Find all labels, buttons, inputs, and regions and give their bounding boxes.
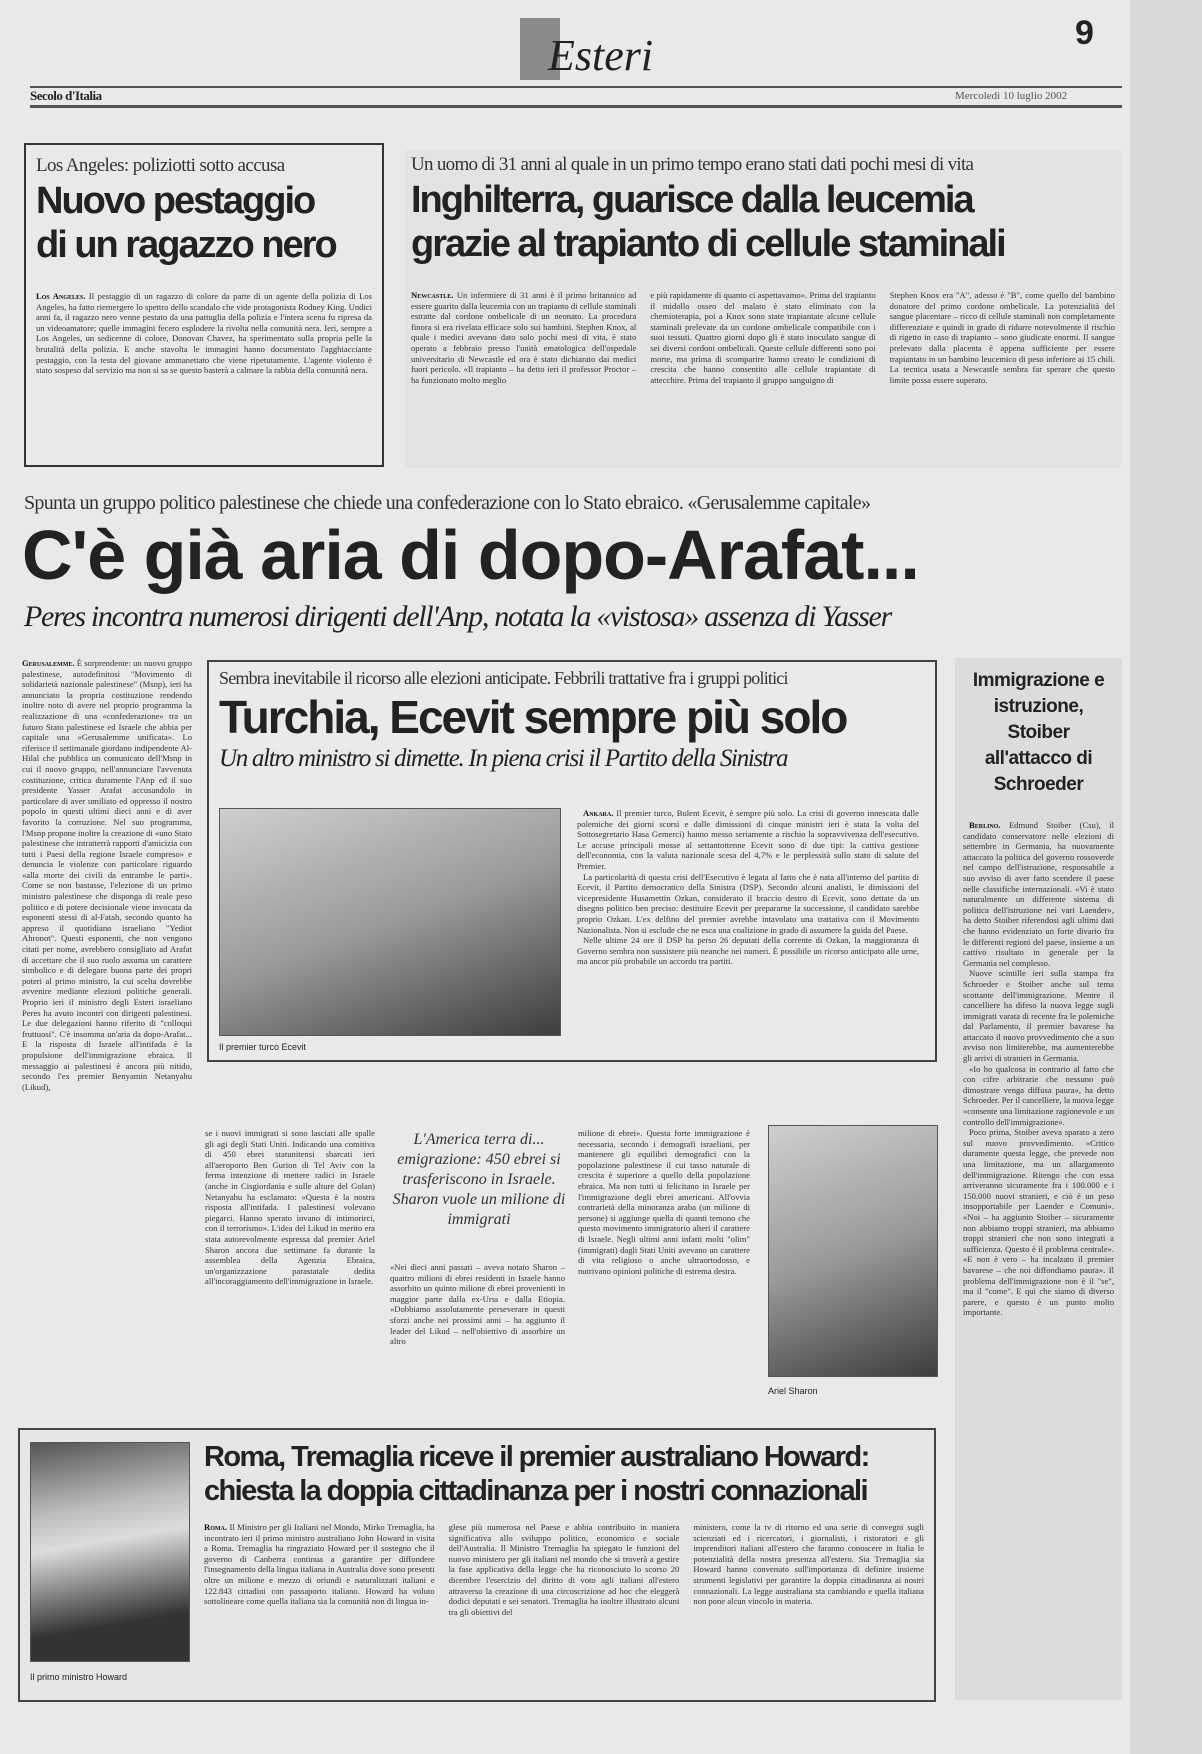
- article-rome: [18, 1428, 936, 1702]
- photo-caption: Il primo ministro Howard: [30, 1672, 128, 1682]
- article-headline-2: di un ragazzo nero: [36, 224, 336, 266]
- article-headline-2: chiesta la doppia cittadinanza per i nostri connazionali: [204, 1475, 867, 1507]
- paragraph: Poco prima, Stoiber aveva sparato a zero sul nuovo provvedimento. «Critico duramente questa legge, che prevede non una limitazione, ma un allargamento dell'immigrazione. Ritengo che con essa arriveranno sicuramente fra i 100.000 e i 150.000 nuovi stranieri, e ciò è un peso insopportabile per Laender e Comuni». «Noi – ha aggiunto Stoiber – sicuramente non abbiamo troppi stranieri, ma abbiamo troppi stranieri che non sono integrati a sufficienza. Questo è il problema centrale». «E non è vero – ha incalzato il premier bavarese – che noi diffondiamo paura». Il problema dell'immigrazione non è il "se", ma il "come". E qui che siamo di diverso parere, e questo è un punto molto importante.: [963, 1127, 1114, 1318]
- article-headline: Immigrazione e istruzione, Stoiber all'attacco di Schroeder: [972, 670, 1105, 795]
- photo-caption: Ariel Sharon: [768, 1386, 818, 1396]
- header-rule: [30, 86, 1122, 88]
- article-column: e più rapidamente di quanto ci aspettavamo». Prima del trapianto il midollo osseo del malato è stato eliminato con la chemioterapia, poi a Knox sono state trapiantate alcune cellule staminali prelevate da un cordone ombelicale compatibile con i suoi tessuti. Quattro giorni dopo gli è stato inoculato sangue di sei diversi cordoni ombelicali. Queste cellule differenti sono poi morte, ma prima di scomparire hanno creato le condizioni di crescita che hanno consentito alle cellule trapiantate di attecchire. Prima del trapianto il gruppo sanguigno di: [650, 290, 876, 385]
- article-column: Un infermiere di 31 anni è il primo britannico ad essere guarito dalla leucemia con un trapianto di cellule staminali estratte dal cordone ombelicale di un neonato. La procedura finora si era rivelata efficace solo sui bambini. Stephen Knox, al quale i medici avevano dato solo pochi mesi di vita, è stato operato a febbraio presso l'unità ematologica dell'ospedale universitario di Newcastle ed ora è stato dichiarato dai medici fuori pericolo. «Il trapianto – ha detto ieri il professor Proctor – ha funzionato molto meglio: [411, 290, 637, 385]
- article-turkey: [207, 660, 937, 1062]
- article-body: È sorprendente: un nuovo gruppo palestinese, autodefinitosi "Movimento di solidarietà nazionale palestinese" (Msnp), ieri ha annunciato la propria costituzione rendendo inoltre noto di avere nel proprio programma la realizzazione di una «confederazione» tra un futuro Stato palestinese ed Israele che abbia per capitale una «Gerusalemme unificata». Lo riferisce il settimanale giordano indipendente Al-Hilal che pubblica un comunicato dell'Msnp in cui il nuovo gruppo, nell'annunciare l'avvenuta costituzione, critica duramente l'Anp ed il suo presidente Yasser Arafat accusandolo in particolare di aver umiliato ed oppresso il nostro popolo in questi ultimi dieci anni e di aver favorito la corruzione. Nel suo programma, l'Msnp propone inoltre la creazione di «uno Stato palestinese che intratterrà rapporti d'amicizia con tutti i Paesi della regione Israele compreso» e denuncia le violenze con particolare riguardo «alla morte dei civili da entrambe le parti». Come se non bastasse, l'elezione di un primo ministro palestinese che disponga di reale peso politico e di potere decisionale viene invocata da esponenti stessi di al-Fatah, secondo quanto ha appreso il quotidiano israeliano "Yediot Ahronot". Questi esponenti, che non vengono citati per nome, avrebbero consigliato ad Arafat di accettare che il suo ruolo assuma un carattere simbolico e di delegare buona parte dei propri poteri al primo ministro, la cui scelta dovrebbe avvenire mediante elezioni politiche generali. Proprio ieri il ministro degli Esteri israeliano Peres ha avuto incontri con dirigenti palestinesi. Le due delegazioni hanno riferito di "colloqui fruttuosi". C'è insomma un'aria da dopo-Arafat... E la risposta di Israele all'intifada è la propulsione dell'immigrazione ebraica. Il messaggio ai palestinesi è ancora più nitido, secondo l'ex premier Benyamin Netanyahu (Likud),: [22, 658, 192, 1092]
- paragraph: Il premier turco, Bulent Ecevit, è sempre più solo. La crisi di governo innescata dalle polemiche dei giorni scorsi e dalle dimissioni di cinque ministri ieri è stata la volta del Sottosegretario Hasa Gemerci) hanno messo seriamente a rischio la sopravvivenza dell'esecutivo. Le accuse principali mosse al settantottenne Ecevit sono di due tipi: la cattiva gestione dell'economia, con la valuta nazionale scesa del 4,7% e le perplessità sullo stato di salute del Premier.: [577, 808, 919, 871]
- main-subtitle: Peres incontra numerosi dirigenti dell'Anp, notata la «vistosa» assenza di Yasser: [24, 600, 891, 633]
- article-kicker: Los Angeles: poliziotti sotto accusa: [36, 155, 285, 176]
- paragraph: Nelle ultime 24 ore il DSP ha perso 26 deputati della corrente di Ozkan, la maggioranza di Governo sembra non sussistere più neanche nei numeri. È possibile un ricorso anticipato alle urne, ma ancor più probabile un accordo tra partiti.: [577, 935, 919, 967]
- dateline: Gerusalemme.: [22, 658, 75, 668]
- dateline: Berlino.: [969, 820, 1001, 830]
- article-los-angeles: [24, 143, 384, 467]
- header-rule-bottom: [30, 105, 1122, 108]
- article-body: [577, 808, 919, 967]
- photo-caption: Il premier turco Ecevit: [219, 1042, 307, 1052]
- article-body: Il pestaggio di un ragazzo di colore da parte di un agente della polizia di Los Angeles, ha fatto riemergere lo spettro dello scandalo che vide protagonista Rodney King. Undici anni fa, il ragazzo nero venne pestato da una pattuglia della polizia e l'intera scena fu ripresa da un videoamatore; quelle immagini fecero esplodere la rivolta nella comunità nera. Ieri, sempre a Los Angeles, un sedicenne di colore, Donovan Chavez, ha sperimentato sulla propria pelle la brutalità della polizia. E anche stavolta le immagini hanno documentato l'agghiacciante pestaggio, con la testa del giovane ammanettato che viene ripetutamente. L'agente violento è stato sospeso dal servizio ma non si sa se questo basterà a calmare la rabbia della comunità nera.: [36, 291, 372, 376]
- dateline: Ankara.: [583, 808, 614, 818]
- article-column: se i nuovi immigrati si sono lasciati alle spalle gli agi degli Stati Uniti. Indicando una comitiva di 450 ebrei statunitensi sbarcati ieri all'aeroporto Ben Gurion di Tel Aviv con la ferma intenzione di mettere radici in Israele (anche in Cisgiordania e sulle alture del Golan) Netanyahu ha esclamato: «Questa è la nostra risposta all'intifada. I palestinesi volevano piegarci. Hanno sperato invano di intimorirci, con il terrorismo». L'idea del Likud in merito era stata autorevolmente espressa dal premier Ariel Sharon ancora due settimane fa durante la assemblea della Agenzia Ebraica, un'organizzazione parastatale dedita all'incoraggiamento dell'immigrazione in Israele.: [205, 1128, 375, 1287]
- dateline: Los Angeles.: [36, 291, 86, 301]
- article-column: glese più numerosa nel Paese e abbia contribuito in maniera significativa allo sviluppo politico, economico e sociale dell'Australia. Il Ministro Tremaglia ha spiegato le funzioni del nuovo ministero per gli italiani nel mondo che si troverà a gestire la fase applicativa della legge che ha riconosciuto lo scorso 20 dicembre l'esercizio del diritto di voto agli italiani all'estero attraverso la creazione di una circoscrizione ad hoc che eleggerà dodici deputati e sei senatori. Tremaglia ha inoltre illustrato alcuni tra gli obiettivi del: [448, 1522, 680, 1617]
- paragraph: La particolarità di questa crisi dell'Esecutivo è legata al fatto che è nata all'interno del partito di Ecevit, il Partito democratico della Sinistra (DSP). Secondo alcuni analisti, le dimissioni del vicepresidente Husamettin Ozkan, considerato il braccio destro di Ecevit, sono dettate da un disegno politico ben preciso: destituire Ecevit per prepararne la successione, il candidato sarebbe proprio Ozkan. L'ex delfino del premier avrebbe intavolato una trattativa con il Movimento Nazionalista. Non si esclude che ne esca una coalizione in grado di assumere la guida del Paese.: [577, 871, 919, 935]
- masthead: Secolo d'Italia: [30, 88, 102, 103]
- article-subtitle: Un altro ministro si dimette. In piena crisi il Partito della Sinistra: [219, 745, 788, 772]
- paragraph: Edmund Stoiber (Csu), il candidato conservatore nelle elezioni di settembre in Germania, ha nuovamente attaccato la politica del governo rossoverde nel campo dell'istruzione, responsabile a suo avviso di aver fatto scendere il paese nelle classifiche internazionali. «Vi è stato naturalmente un differente sistema di politica dell'istruzione nei vari Laender», ha detto Stoiber riferendosi agli ultimi dati che hanno evidenziato un forte divario fra le differenti regioni del paese, insieme a un cattivo risultato in generale per la Germania nel complesso.: [963, 820, 1114, 968]
- article-germany: [955, 658, 1122, 1700]
- sharon-photo: [768, 1125, 938, 1377]
- article-kicker: Un uomo di 31 anni al quale in un primo tempo erano stati dati pochi mesi di vita: [411, 154, 974, 175]
- article-column: Il Ministro per gli Italiani nel Mondo, Mirko Tremaglia, ha incontrato ieri il primo ministro australiano John Howard in visita a Roma. Tremaglia ha ringraziato Howard per il sostegno che il governo di Canberra continua a garantire per diffondere l'insegnamento della lingua italiana in Australia dove sono presenti oltre un milione e mezzo di oriundi e naturalizzati italiani e 122.843 cittadini con passaporto italiano. Howard ha voluto sottolineare come quella italiana sia la comunità non di lingua in-: [204, 1522, 435, 1607]
- dateline: Newcastle.: [411, 290, 454, 300]
- article-column: ministero, come la tv di ritorno ed una serie di convegni sugli scienziati ed i ricercatori, i giornalisti, i ristoratori e gli imprenditori italiani all'estero che faranno conoscere in Italia le potenzialità della nostra presenza all'estero. Sia Tremaglia sia Howard hanno convenuto sull'importanza di definire insieme strumenti legislativi per garantire la doppia cittadinanza ai nostri connazionali. La legge australiana sta cambiando e quella italiana non pone alcun vincolo in materia.: [693, 1522, 925, 1607]
- section-title: Esteri: [548, 31, 654, 80]
- article-column: milione di ebrei». Questa forte immigrazione è necessaria, secondo i demografi israeliani, per mantenere gli equilibri demografici con la popolazione palestinese il cui tasso naturale di crescita è superiore a quello della popolazione ebraica. Ma non tutti si felicitano in Israele per l'immigrazione degli ebrei americani. All'ovvia contrarietà della minoranza araba (un milione di persone) si aggiunge quella di quanti temono che questo movimento immigratorio alteri il carattere di Israele. Negli ultimi anni infatti molti "olim" (immigrati) dagli Stati Uniti avevano un carattere di vita religioso o anche ultraortodosso, e nutrivano opinioni politiche di estrema destra.: [578, 1128, 750, 1276]
- howard-photo: [30, 1442, 190, 1662]
- article-column: «Nei dieci anni passati – aveva notato Sharon – quattro milioni di ebrei residenti in Israele hanno assorbito un quinto milione di ebrei provenienti in maggior parte dalla ex-Urss e dalla Etiopia. «Dobbiamo assolutamente perseverare in questi sforzi anche nei prossimi anni – ha aggiunto il leader del Likud – nell'obiettivo di assorbire un altro: [390, 1262, 565, 1347]
- article-column: Stephen Knox era "A", adesso è "B", come quello del bambino donatore del primo cordone ombelicale. La potenzialità del sangue placentare – ricco di cellule staminali non completamente differenziate e quindi in grado di ridurre notevolmente il rischio di rigetto in caso di trapianto – sono giudicate enormi. Il sangue prelevato dalla placenta è appena sufficiente per essere trapiantato in un bambino leucemico di peso inferiore ai 15 chili. La tecnica usata a Newcastle sembra far sperare che questo limite possa essere superato.: [889, 290, 1115, 385]
- article-headline: Inghilterra, guarisce dalla leucemia: [411, 179, 973, 221]
- article-headline: Roma, Tremaglia riceve il premier australiano Howard:: [204, 1441, 869, 1473]
- main-kicker: Spunta un gruppo politico palestinese che chiede una confederazione con lo Stato ebraico. «Gerusalemme capitale»: [24, 492, 871, 514]
- paragraph: Nuove scintille ieri sulla stampa fra Schroeder e Stoiber anche sul tema scottante dell'immigrazione. Mentre il cancelliere ha difeso la nuova legge sugli immigrati varata di recente fra le polemiche dal Parlamento, il premier bavarese ha attaccato il nuovo provvedimento che a suo avviso non limiterebbe, ma aumenterebbe gli arrivi di stranieri in Germania.: [963, 968, 1114, 1064]
- article-kicker: Sembra inevitabile il ricorso alle elezioni anticipate. Febbrili trattative fra i gruppi politici: [219, 668, 788, 688]
- article-headline-2: grazie al trapianto di cellule staminali: [411, 223, 1005, 265]
- main-headline: C'è già aria di dopo-Arafat...: [22, 516, 919, 594]
- dateline: Roma.: [204, 1522, 228, 1532]
- issue-date: Mercoledì 10 luglio 2002: [955, 90, 1068, 102]
- page-number: 9: [1075, 14, 1094, 52]
- article-leukemia: [405, 150, 1121, 468]
- article-headline: Turchia, Ecevit sempre più solo: [219, 691, 847, 743]
- article-column-jerusalem: [22, 658, 192, 1418]
- ecevit-photo: [219, 808, 561, 1036]
- paragraph: «Io ho qualcosa in contrario al fatto che con cifre arbitrarie che nessuno può dimostrare venga diffusa paura», ha detto Schroeder. Per il cancelliere, la nuova legge «consente una limitazione ragionevole e un controllo dell'immigrazione».: [963, 1063, 1114, 1127]
- pull-quote: L'America terra di... emigrazione: 450 ebrei si trasferiscono in Israele. Sharon vuole un milione di immigrati: [392, 1131, 566, 1228]
- article-headline: Nuovo pestaggio: [36, 180, 315, 222]
